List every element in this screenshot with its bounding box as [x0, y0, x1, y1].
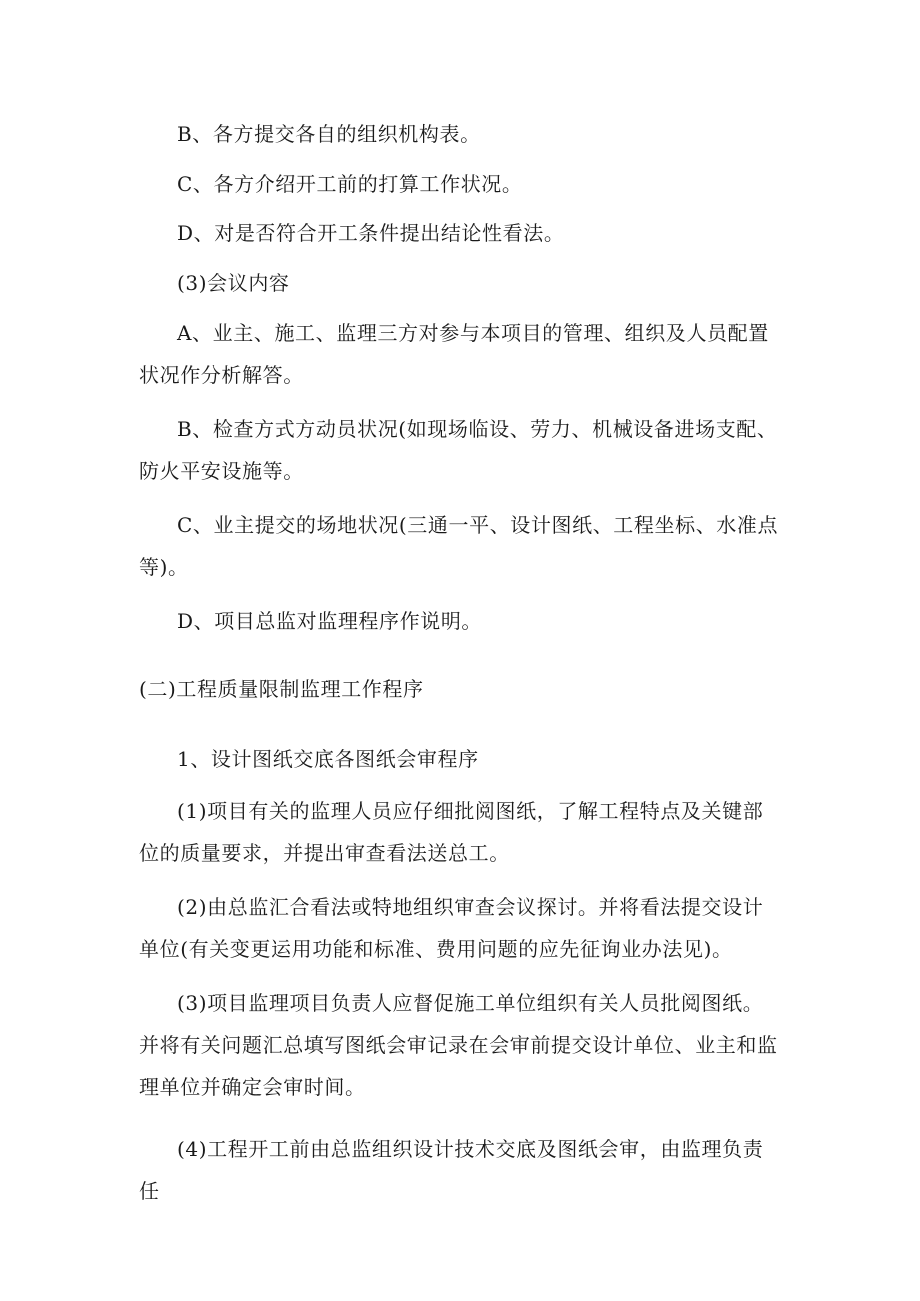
paragraph-c-site-conditions: C、业主提交的场地状况(三通一平、设计图纸、工程坐标、水准点等)。	[139, 513, 779, 579]
paragraph-b-org-chart: B、各方提交各自的组织机构表。	[177, 122, 481, 146]
paragraph-item-1: (1)项目有关的监理人员应仔细批阅图纸，了解工程特点及关键部位的质量要求，并提出审查看法送总工。	[139, 799, 764, 865]
paragraph-c-preparation: C、各方介绍开工前的打算工作状况。	[177, 172, 523, 196]
paragraph-item-4: (4)工程开工前由总监组织设计技术交底及图纸会审，由监理负责任	[139, 1137, 764, 1203]
paragraph-d-conclusion: D、对是否符合开工条件提出结论性看法。	[177, 221, 565, 245]
paragraph-1-drawing-review: 1、设计图纸交底各图纸会审程序	[177, 747, 479, 771]
paragraph-d-procedure: D、项目总监对监理程序作说明。	[177, 609, 483, 633]
paragraph-a-staffing: A、业主、施工、监理三方对参与本项目的管理、组织及人员配置状况作分析解答。	[139, 321, 769, 387]
subheading-meeting-content: (3)会议内容	[177, 271, 290, 295]
paragraph-b-mobilization: B、检查方式方动员状况(如现场临设、劳力、机械设备进场支配、防火平安设施等。	[139, 417, 778, 483]
paragraph-item-3: (3)项目监理项目负责人应督促施工单位组织有关人员批阅图纸。并将有关问题汇总填写图纸会审记录在会审前提交设计单位、业主和监理单位并确定会审时间。	[139, 991, 778, 1099]
paragraph-item-2: (2)由总监汇合看法或特地组织审查会议探讨。并将看法提交设计单位(有关变更运用功能和标准、费用问题的应先征询业办法见)。	[139, 895, 764, 961]
section-heading-quality-control: (二)工程质量限制监理工作程序	[139, 677, 424, 701]
